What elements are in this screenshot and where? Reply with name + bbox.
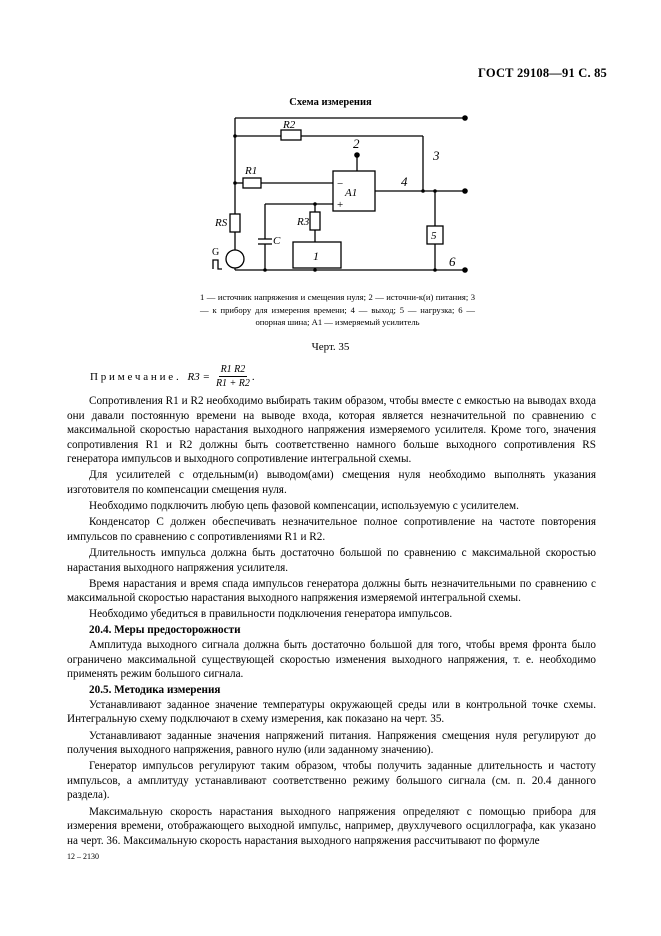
- junction-r3: [313, 202, 317, 206]
- junction-cap-ground: [263, 268, 267, 272]
- paragraph-4: Конденсатор C должен обеспечивать незначительное полное сопротивление на частоте повторения импульсов по сравнению с сопротивлениями R1 и R2.: [67, 516, 596, 543]
- note-fraction: [214, 364, 252, 389]
- label-r2: R2: [283, 119, 296, 131]
- label-2: 2: [353, 136, 360, 151]
- paragraph-6: Время нарастания и время спада импульсов генератора должны быть незначительными по сравнению с максимальной скоростью нарастания выходного напряжения измеряемой интегральной схемы.: [67, 577, 596, 605]
- paragraph-2: Для усилителей с отдельным(и) выводом(ами) смещения нуля необходимо выполнять указания изготовителя по компенсации смещения нуля.: [67, 469, 596, 497]
- note-tail: .: [251, 370, 255, 383]
- junction-source-ground: [313, 268, 317, 272]
- label-6: 6: [449, 254, 456, 269]
- label-a1: A1: [345, 187, 358, 199]
- paragraph-1: Сопротивления R1 и R2 необходимо выбирать таким образом, чтобы вместе с емкостью на выводах входа они давали постоянную времени на выводе входа, которая является незначительной по сравнению с максимальной скоростью нарастания выходного напряжения измеряемого усилителя. Кроме того, значения сопротивления R1 и R2 должны быть соответственно намного больше выходного сопротивления RS генератора импульсов и выходного сопротивление интегральной схемы.: [67, 395, 596, 466]
- note: [90, 364, 255, 389]
- terminal-2: [354, 152, 360, 158]
- paragraph-12: Максимальную скорость нарастания выходного напряжения определяют с помощью прибора для измерения времени, отображающего выходной импульс, например, двухлучевого осциллографа, как указано на черт. 36. Максимальную скорость нарастания выходного напряжения рассчитывают по формуле: [67, 805, 596, 847]
- label-r3: R3: [297, 216, 310, 228]
- junction-load-ground: [433, 268, 437, 272]
- junction-r2: [233, 134, 237, 138]
- main-text: [67, 394, 596, 850]
- note-denominator: R1 + R2: [215, 378, 250, 389]
- terminal-6: [462, 267, 468, 273]
- page-header: ГОСТ 29108—91 С. 85: [478, 66, 607, 80]
- generator-g: [226, 250, 244, 268]
- figure-title: Схема измерения: [289, 97, 372, 108]
- terminal-3: [462, 115, 468, 121]
- note-numerator: R1 R2: [220, 364, 246, 375]
- r1-resistor: [243, 178, 261, 188]
- paragraph-8: Амплитуда выходного сигнала должна быть достаточно большой для того, чтобы время фронта было ограничено максимальной существующей скоростью изменения выходного напряжения, т. е. необходимо применять режим большого сигнала.: [67, 639, 596, 681]
- figure-caption: Черт. 35: [311, 341, 350, 353]
- paragraph-9: Устанавливают заданное значение температуры окружающей среды или в контрольной точке схемы. Интегральную схему подключают в схему измерения, как показано на черт. 35.: [67, 698, 596, 726]
- label-g: G: [212, 247, 220, 258]
- label-c: C: [273, 235, 281, 247]
- note-lhs: R3 =: [187, 370, 210, 383]
- rs-resistor: [230, 214, 240, 232]
- label-r1: R1: [245, 165, 258, 177]
- label-4: 4: [401, 174, 408, 189]
- paragraph-10: Устанавливают заданные значения напряжений питания. Напряжения смещения нуля регулируют до получения выходного напряжения, равного нулю (или заданному значению).: [67, 729, 596, 757]
- junction-output: [421, 189, 425, 193]
- page-footer: 12 – 2130: [67, 852, 99, 861]
- label-5: 5: [431, 230, 437, 242]
- terminal-4: [462, 188, 468, 194]
- pulse-symbol: [213, 260, 222, 269]
- paragraph-3: Необходимо подключить любую цепь фазовой компенсации, используемую с усилителем.: [89, 500, 519, 513]
- label-1: 1: [313, 249, 319, 263]
- r2-resistor: [281, 130, 301, 140]
- junction-load: [433, 189, 437, 193]
- paragraph-5: Длительность импульса должна быть достаточно большой по сравнению с максимальной скоростью нарастания выходного напряжения усилителя.: [67, 546, 596, 574]
- note-label: Примечание.: [90, 370, 182, 383]
- section-heading-20-4: 20.4. Меры предосторожности: [89, 624, 241, 637]
- circuit-diagram: [195, 108, 475, 288]
- r3-resistor: [310, 212, 320, 230]
- section-heading-20-5: 20.5. Методика измерения: [89, 684, 221, 697]
- paragraph-7: Необходимо убедиться в правильности подключения генератора импульсов.: [89, 608, 453, 621]
- figure-legend: 1 — источник напряжения и смещения нуля; 2 — источни-к(и) питания; 3 — к прибору для измерения времени; 4 — выход; 5 — нагрузка; 6 — опорная шина; A1 — измеряемый усилитель: [200, 292, 475, 328]
- label-plus: +: [337, 199, 344, 211]
- label-minus: −: [337, 178, 344, 190]
- paragraph-11: Генератор импульсов регулируют таким образом, чтобы получить заданные длительность и частоту импульсов, а амплитуду устанавливают соответственно режиму большого сигнала (см. п. 20.4 данного раздела).: [67, 760, 596, 802]
- junction-r1: [233, 181, 237, 185]
- label-3: 3: [433, 148, 440, 163]
- label-rs: RS: [215, 217, 228, 229]
